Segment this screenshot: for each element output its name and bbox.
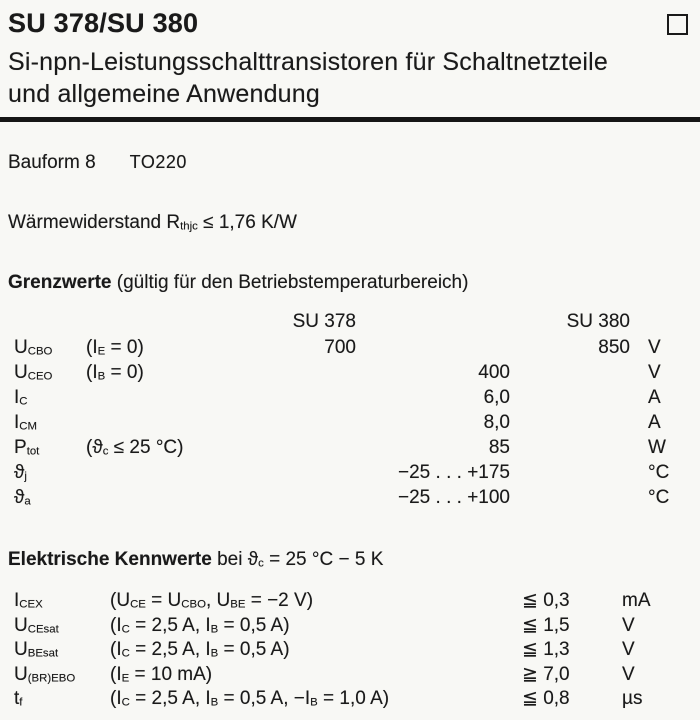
characteristics-table	[0, 589, 700, 712]
table-row	[0, 462, 700, 487]
column-header-su378: SU 378	[292, 311, 356, 332]
subtitle-line-2: und allgemeine Anwendung	[8, 80, 320, 108]
subtitle	[8, 46, 608, 110]
value-common: −25 . . . +175	[398, 462, 510, 483]
limit-value: ≦ 0,3	[522, 590, 570, 611]
parameter-symbol: $U_{BEsat}$	[14, 639, 59, 660]
thermal-resistance-line: Wärmewiderstand $R_{thjc} \le 1,76$ K/W	[8, 212, 297, 233]
unit: V	[648, 337, 661, 358]
parameter-symbol: $ϑ_j$	[14, 462, 27, 483]
value-common: −25 . . . +100	[398, 487, 510, 508]
value-common: 6,0	[483, 387, 510, 408]
parameter-symbol: $P_{tot}$	[14, 437, 40, 458]
value-su380: 850	[598, 337, 630, 358]
package-label: Bauform 8	[8, 152, 96, 173]
limits-heading-bold: Grenzwerte	[8, 272, 112, 293]
corner-square-icon	[667, 14, 688, 35]
condition: ($I_C = 2,5$ A, $I_B = 0,5$ A)	[110, 614, 290, 636]
table-row	[0, 412, 700, 437]
table-row	[0, 387, 700, 412]
limit-value: ≦ 1,3	[522, 639, 570, 660]
limit-value: ≧ 7,0	[522, 663, 570, 685]
parameter-symbol: $I_C$	[14, 387, 28, 408]
table-row	[0, 487, 700, 512]
condition: $(I_B = 0)$	[86, 362, 144, 383]
condition: $(I_E = 0)$	[86, 337, 144, 358]
condition: ($I_E = 10$ mA)	[110, 663, 213, 685]
column-header-su380: SU 380	[566, 311, 630, 332]
table-row	[0, 663, 700, 688]
limits-heading-rest: (gültig für den Betriebstemperaturbereich)	[111, 272, 469, 293]
parameter-symbol: $U_{CBO}$	[14, 337, 53, 358]
table-row	[0, 437, 700, 462]
limits-section-heading	[8, 272, 468, 294]
unit: °C	[648, 487, 670, 508]
table-row	[0, 362, 700, 387]
value-su378: 700	[324, 337, 356, 358]
parameter-symbol: $t_f$	[14, 688, 23, 709]
package-line	[8, 152, 187, 174]
unit: A	[648, 387, 661, 408]
characteristics-heading-bold: Elektrische Kennwerte	[8, 549, 212, 570]
parameter-symbol: $U_{CEO}$	[14, 362, 53, 383]
parameter-symbol: $I_{CM}$	[14, 412, 37, 433]
package-value: TO220	[129, 152, 187, 172]
unit: W	[648, 437, 666, 458]
table-row	[0, 687, 700, 712]
characteristics-heading-rest: bei $ϑ_c = 25$ °C − 5 K	[211, 549, 384, 570]
condition: ($I_C = 2,5$ A, $I_B = 0,5$ A)	[110, 639, 290, 660]
characteristics-section-heading	[8, 549, 383, 571]
unit: V	[648, 362, 661, 383]
table-row	[0, 614, 700, 639]
value-common: 85	[488, 437, 510, 458]
condition: ($ϑ_c \le 25$ °C)	[86, 437, 184, 458]
value-common: 400	[478, 362, 510, 383]
table-row	[0, 589, 700, 614]
parameter-symbol: $I_{CEX}$	[14, 590, 43, 611]
unit: mA	[622, 590, 651, 611]
unit: A	[648, 412, 661, 433]
value-common: 8,0	[483, 412, 510, 433]
condition: ($U_{CE} = U_{CBO}$, $U_{BE} = -2$ V)	[110, 590, 314, 611]
limits-table	[0, 337, 700, 512]
parameter-symbol: $U_{CEsat}$	[14, 614, 59, 636]
parameter-symbol: $ϑ_a$	[14, 487, 31, 508]
limit-value: ≦ 0,8	[522, 688, 570, 709]
unit: µs	[622, 688, 643, 709]
subtitle-line-1: Si-npn-Leistungsschalttransistoren für Schaltnetzteile	[8, 48, 608, 76]
table-row	[0, 337, 700, 362]
unit: V	[622, 639, 635, 660]
unit: V	[622, 663, 635, 685]
divider-rule	[0, 117, 700, 122]
page-title: SU 378/SU 380	[8, 8, 199, 38]
condition: ($I_C = 2,5$ A, $I_B = 0,5$ A, $-I_B = 1,0$ A)	[110, 688, 390, 709]
table-row	[0, 638, 700, 663]
parameter-symbol: $U_{(BR)EBO}$	[14, 663, 76, 685]
unit: V	[622, 614, 635, 636]
limits-column-headers	[0, 311, 700, 335]
unit: °C	[648, 462, 670, 483]
limit-value: ≦ 1,5	[522, 614, 570, 636]
